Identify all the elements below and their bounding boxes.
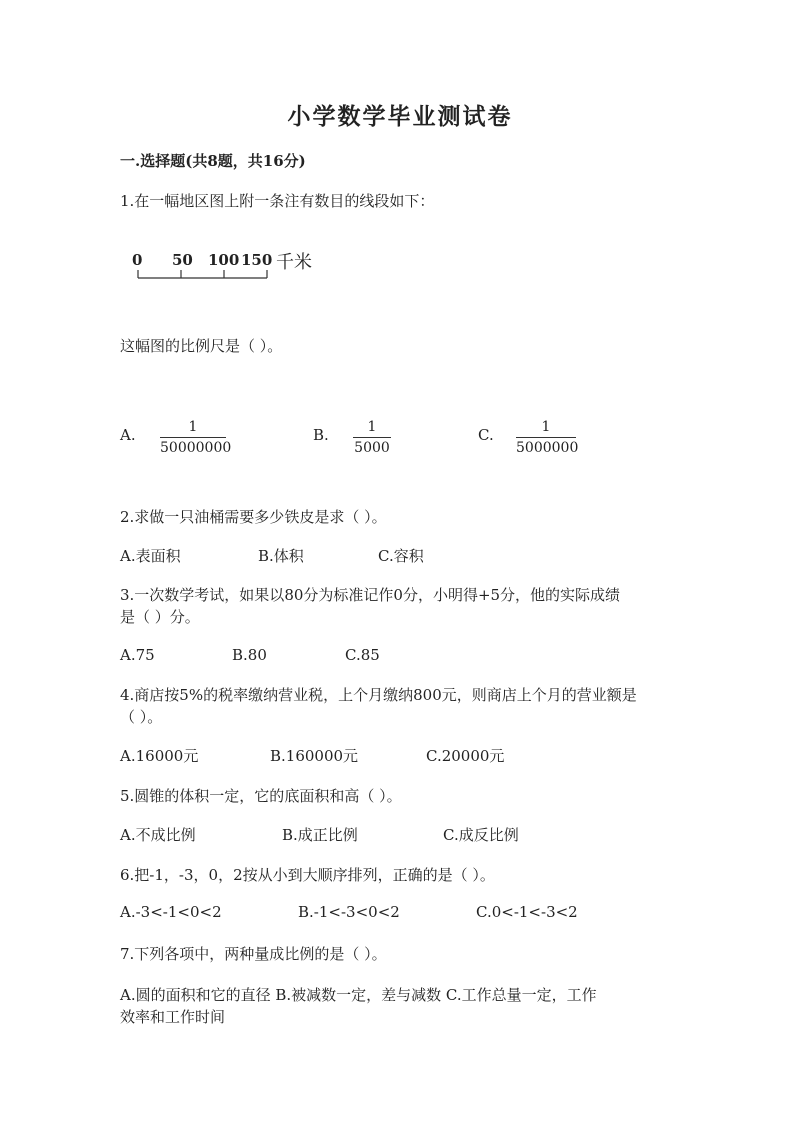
option-1c-label: C.: [478, 426, 494, 444]
option-6a: A.-3<-1<0<2: [120, 903, 222, 921]
section-heading: 一.选择题(共8题，共16分): [120, 152, 306, 170]
question-4-stem-line1: 4.商店按5%的税率缴纳营业税，上个月缴纳800元，则商店上个月的营业额是: [120, 686, 637, 704]
option-2b: B.体积: [258, 547, 304, 565]
fraction-denominator: 5000000: [516, 440, 579, 456]
scale-tick-0: 0: [132, 251, 143, 269]
option-3b: B.80: [232, 646, 267, 664]
fraction-denominator: 50000000: [160, 440, 232, 456]
option-6c: C.0<-1<-3<2: [476, 903, 578, 921]
question-4-stem-line2: （ ）。: [120, 708, 163, 726]
scale-tick-100: 100: [208, 251, 240, 269]
page-title: 小学数学毕业测试卷: [287, 103, 513, 130]
fraction-denominator: 5000: [354, 440, 390, 456]
fraction-numerator: 1: [541, 419, 551, 435]
option-3c: C.85: [345, 646, 380, 664]
option-5b: B.成正比例: [282, 826, 358, 844]
option-5c: C.成反比例: [443, 826, 519, 844]
option-4a: A.16000元: [120, 747, 199, 765]
option-6b: B.-1<-3<0<2: [298, 903, 400, 921]
option-1b-fraction: [353, 418, 391, 457]
fraction-numerator: 1: [188, 419, 198, 435]
question-7-options-line2: 效率和工作时间: [120, 1008, 226, 1026]
scale-bar: [132, 248, 322, 284]
option-4c: C.20000元: [426, 747, 505, 765]
scale-tick-50: 50: [172, 251, 193, 269]
option-5a: A.不成比例: [120, 826, 196, 844]
scale-line: [132, 266, 272, 280]
fraction-bar: [516, 437, 576, 438]
option-1a-fraction: [160, 418, 232, 457]
option-4b: B.160000元: [270, 747, 359, 765]
scale-unit: 千米: [276, 252, 312, 273]
question-3-stem-line1: 3.一次数学考试，如果以80分为标准记作0分，小明得+5分，他的实际成绩: [120, 586, 621, 604]
option-2a: A.表面积: [120, 547, 181, 565]
question-1-prompt: 这幅图的比例尺是（ ）。: [120, 337, 283, 355]
question-2-stem: 2.求做一只油桶需要多少铁皮是求（ ）。: [120, 508, 387, 526]
fraction-numerator: 1: [367, 419, 377, 435]
option-1a-label: A.: [120, 426, 136, 444]
question-5-stem: 5.圆锥的体积一定，它的底面积和高（ ）。: [120, 787, 402, 805]
question-3-stem-line2: 是（ ）分。: [120, 608, 200, 626]
option-1b-label: B.: [313, 426, 329, 444]
question-7-stem: 7.下列各项中，两种量成比例的是（ ）。: [120, 945, 387, 963]
question-7-options-line1: A.圆的面积和它的直径 B.被减数一定，差与减数 C.工作总量一定，工作: [120, 986, 597, 1004]
question-1-stem: 1.在一幅地区图上附一条注有数目的线段如下：: [120, 192, 435, 210]
question-6-stem: 6.把-1，-3，0，2按从小到大顺序排列，正确的是（ ）。: [120, 866, 495, 884]
fraction-bar: [353, 437, 391, 438]
option-1c-fraction: [516, 418, 579, 457]
option-3a: A.75: [120, 646, 155, 664]
option-2c: C.容积: [378, 547, 424, 565]
fraction-bar: [160, 437, 226, 438]
scale-tick-150: 150: [241, 251, 273, 269]
